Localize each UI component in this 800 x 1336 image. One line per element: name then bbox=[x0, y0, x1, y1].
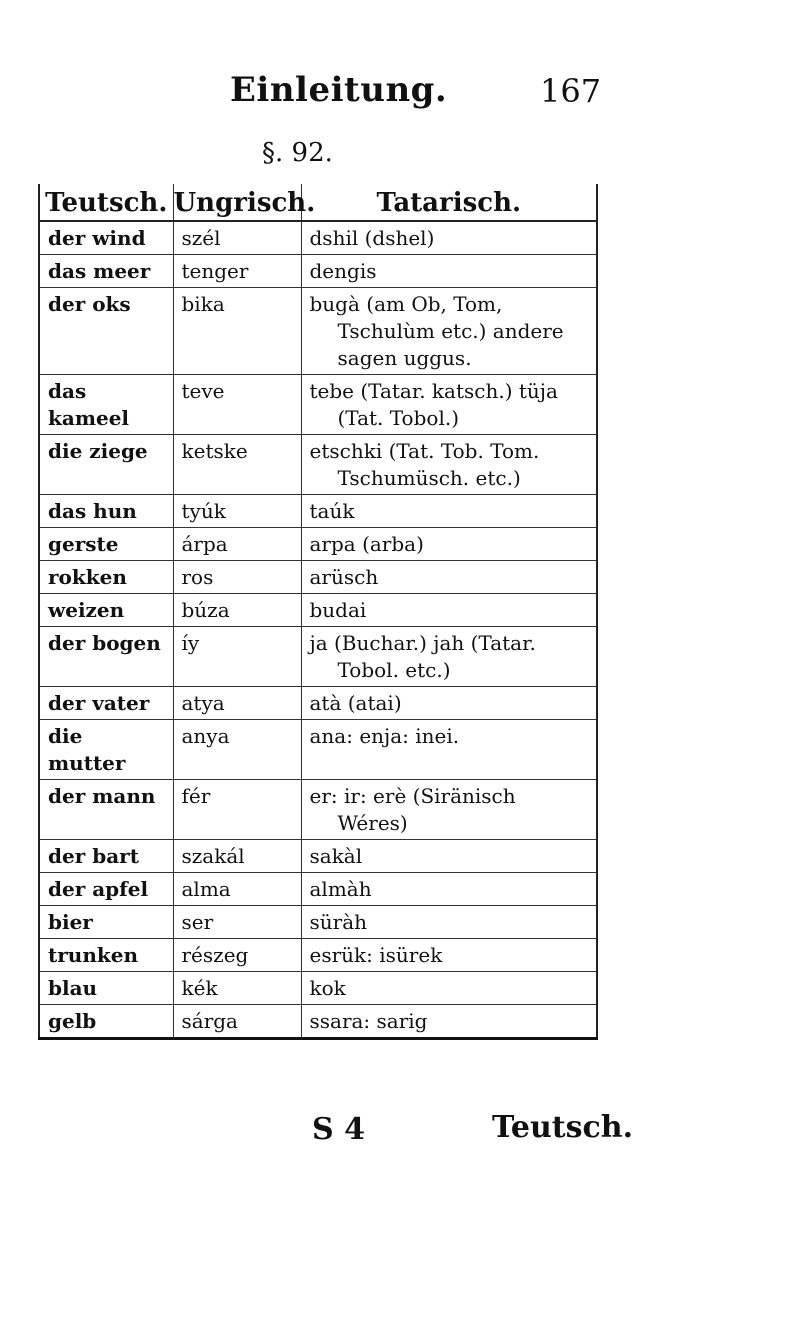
hungarian-word: árpa bbox=[173, 528, 301, 561]
hungarian-word: kék bbox=[173, 972, 301, 1005]
tatar-word-line: arüsch bbox=[309, 565, 379, 589]
tatar-word-line: taúk bbox=[309, 499, 355, 523]
tatar-word bbox=[301, 288, 597, 375]
tatar-word-line: dengis bbox=[309, 259, 377, 283]
german-word: der bart bbox=[39, 840, 173, 873]
tatar-word-continuation: Tobol. etc.) bbox=[337, 658, 451, 682]
tatar-word-line: bugà (am Ob, Tom, bbox=[309, 292, 503, 316]
tatar-word bbox=[301, 375, 597, 435]
tatar-word bbox=[301, 873, 597, 906]
table-row bbox=[39, 780, 597, 840]
tatar-word-line: süràh bbox=[309, 910, 368, 934]
tatar-word-line: kok bbox=[309, 976, 346, 1000]
german-word: der bogen bbox=[39, 627, 173, 687]
tatar-word-line: ana: enja: inei. bbox=[309, 724, 460, 748]
column-header-ungrisch: Ungrisch. bbox=[173, 184, 301, 221]
tatar-word bbox=[301, 939, 597, 972]
tatar-word-line: ssara: sarig bbox=[309, 1009, 428, 1033]
vocabulary-table bbox=[38, 184, 598, 1040]
tatar-word-line: almàh bbox=[309, 877, 372, 901]
tatar-word-continuation: (Tat. Tobol.) bbox=[337, 406, 459, 430]
hungarian-word: szakál bbox=[173, 840, 301, 873]
tatar-word-line: arpa (arba) bbox=[309, 532, 424, 556]
table-row bbox=[39, 939, 597, 972]
german-word: blau bbox=[39, 972, 173, 1005]
column-header-tatarisch: Tatarisch. bbox=[301, 184, 597, 221]
table-row bbox=[39, 561, 597, 594]
section-number: §. 92. bbox=[262, 138, 333, 168]
tatar-word-continuation: Wéres) bbox=[337, 811, 408, 835]
hungarian-word: ketske bbox=[173, 435, 301, 495]
german-word: weizen bbox=[39, 594, 173, 627]
hungarian-word: teve bbox=[173, 375, 301, 435]
page-number: 167 bbox=[540, 72, 602, 110]
tatar-word-line: etschki (Tat. Tob. Tom. bbox=[309, 439, 540, 463]
tatar-word-continuation: Tschulùm etc.) andere sagen uggus. bbox=[337, 319, 564, 370]
column-header-teutsch: Teutsch. bbox=[39, 184, 173, 221]
table-row bbox=[39, 375, 597, 435]
tatar-word bbox=[301, 594, 597, 627]
running-title: Einleitung. bbox=[230, 70, 448, 110]
table-row bbox=[39, 873, 597, 906]
german-word: der wind bbox=[39, 221, 173, 255]
tatar-word-line: budai bbox=[309, 598, 367, 622]
hungarian-word: atya bbox=[173, 687, 301, 720]
hungarian-word: tenger bbox=[173, 255, 301, 288]
german-word: das kameel bbox=[39, 375, 173, 435]
table-row bbox=[39, 495, 597, 528]
hungarian-word: sárga bbox=[173, 1005, 301, 1039]
german-word: gerste bbox=[39, 528, 173, 561]
tatar-word-continuation: Tschumüsch. etc.) bbox=[337, 466, 521, 490]
german-word: gelb bbox=[39, 1005, 173, 1039]
german-word: trunken bbox=[39, 939, 173, 972]
table-row bbox=[39, 627, 597, 687]
tatar-word-line: tebe (Tatar. katsch.) tüja bbox=[309, 379, 558, 403]
hungarian-word: bika bbox=[173, 288, 301, 375]
hungarian-word: búza bbox=[173, 594, 301, 627]
signature-mark: S 4 bbox=[312, 1112, 365, 1147]
hungarian-word: fér bbox=[173, 780, 301, 840]
german-word: rokken bbox=[39, 561, 173, 594]
hungarian-word: anya bbox=[173, 720, 301, 780]
table-row bbox=[39, 221, 597, 255]
tatar-word bbox=[301, 720, 597, 780]
table-row bbox=[39, 1005, 597, 1039]
tatar-word bbox=[301, 255, 597, 288]
tatar-word bbox=[301, 221, 597, 255]
table-row bbox=[39, 594, 597, 627]
hungarian-word: ros bbox=[173, 561, 301, 594]
german-word: das meer bbox=[39, 255, 173, 288]
table-row bbox=[39, 906, 597, 939]
hungarian-word: tyúk bbox=[173, 495, 301, 528]
tatar-word bbox=[301, 627, 597, 687]
german-word: der vater bbox=[39, 687, 173, 720]
tatar-word-line: dshil (dshel) bbox=[309, 226, 435, 250]
german-word: die mutter bbox=[39, 720, 173, 780]
hungarian-word: ser bbox=[173, 906, 301, 939]
german-word: das hun bbox=[39, 495, 173, 528]
table-row bbox=[39, 528, 597, 561]
german-word: der oks bbox=[39, 288, 173, 375]
table-row bbox=[39, 435, 597, 495]
german-word: bier bbox=[39, 906, 173, 939]
table-row bbox=[39, 972, 597, 1005]
tatar-word bbox=[301, 780, 597, 840]
tatar-word-line: ja (Buchar.) jah (Tatar. bbox=[309, 631, 536, 655]
tatar-word-line: atà (atai) bbox=[309, 691, 402, 715]
tatar-word bbox=[301, 495, 597, 528]
tatar-word-line: sakàl bbox=[309, 844, 363, 868]
hungarian-word: részeg bbox=[173, 939, 301, 972]
tatar-word-line: er: ir: erè (Siränisch bbox=[309, 784, 516, 808]
tatar-word bbox=[301, 561, 597, 594]
german-word: der mann bbox=[39, 780, 173, 840]
table-row bbox=[39, 840, 597, 873]
hungarian-word: íy bbox=[173, 627, 301, 687]
hungarian-word: alma bbox=[173, 873, 301, 906]
hungarian-word: szél bbox=[173, 221, 301, 255]
tatar-word bbox=[301, 528, 597, 561]
catchword: Teutsch. bbox=[492, 1110, 634, 1145]
tatar-word-line: esrük: isürek bbox=[309, 943, 443, 967]
table-header-row bbox=[39, 184, 597, 221]
table-row bbox=[39, 288, 597, 375]
tatar-word bbox=[301, 906, 597, 939]
tatar-word bbox=[301, 1005, 597, 1039]
table-row bbox=[39, 720, 597, 780]
tatar-word bbox=[301, 435, 597, 495]
german-word: die ziege bbox=[39, 435, 173, 495]
tatar-word bbox=[301, 840, 597, 873]
tatar-word bbox=[301, 687, 597, 720]
table-row bbox=[39, 255, 597, 288]
table-row bbox=[39, 687, 597, 720]
german-word: der apfel bbox=[39, 873, 173, 906]
tatar-word bbox=[301, 972, 597, 1005]
